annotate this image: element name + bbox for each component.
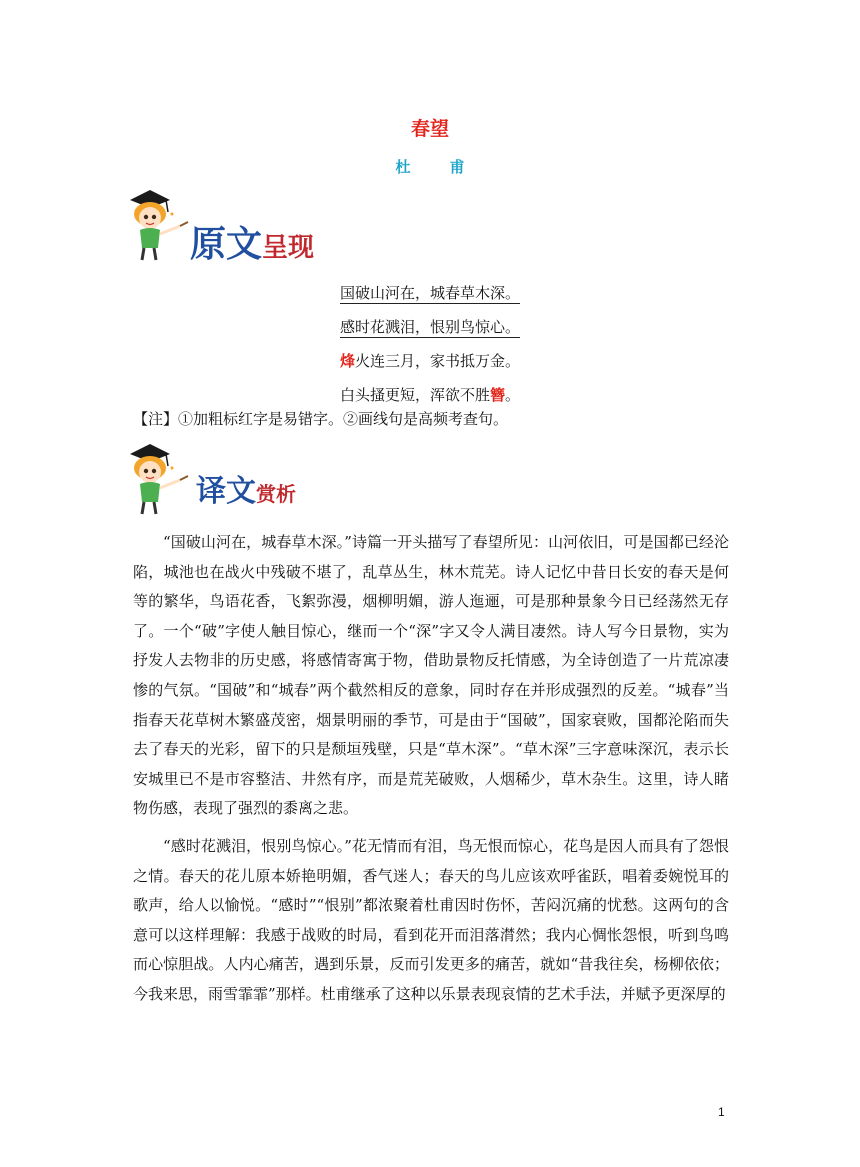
- error-prone-char: 簪: [490, 386, 506, 404]
- poem-title: 春望: [410, 118, 449, 140]
- poem-line-1: 国破山河在，城春草木深。: [340, 284, 521, 302]
- cartoon-student-icon: [130, 190, 188, 260]
- poem-line-3: 烽火连三月，家书抵万金。: [340, 352, 521, 370]
- poem-line-2: 感时花溅泪，恨别鸟惊心。: [340, 318, 521, 336]
- section-heading-original: [190, 216, 314, 267]
- cartoon-student-icon: [130, 444, 188, 514]
- page-number: 1: [718, 1105, 725, 1119]
- error-prone-char: 烽: [340, 352, 356, 370]
- poem-body: [340, 276, 520, 412]
- analysis-paragraph-1: “国破山河在，城春草木深。”诗篇一开头描写了春望所见：山河依旧，可是国都已经沦陷，城池也在战火中残破不堪了，乱草丛生，林木荒芜。诗人记忆中昔日长安的春天是何等的繁华，鸟语花香，飞絮弥漫，烟柳明媚，游人迤逦，可是那种景象今日已经荡然无存了。一个“破”字使人触目惊心，继而一个“深”字又令人满目凄然。诗人写今日景物，实为抒发人去物非的历史感，将感情寄寓于物，借助景物反托情感，为全诗创造了一片荒凉凄惨的气氛。“国破”和“城春”两个截然相反的意象，同时存在并形成强烈的反差。“城春”当指春天花草树木繁盛茂密，烟景明丽的季节，可是由于“国破”，国家衰败，国都沦陷而失去了春天的光彩，留下的只是颓垣残壁，只是“草木深”。“草木深”三字意味深沉，表示长安城里已不是市容整洁、井然有序，而是荒芜破败，人烟稀少，草木杂生。这里，诗人睹物伤感，表现了强烈的黍离之悲。: [133, 533, 729, 818]
- heading-part-a: 译文: [196, 474, 256, 509]
- annotation-note: 【注】①加粗标红字是易错字。②画线句是高频考查句。: [133, 410, 509, 428]
- section-banner-analysis: [124, 440, 364, 522]
- heading-part-a: 原文: [190, 223, 263, 265]
- poem-line-4: 白头搔更短，浑欲不胜簪。: [340, 386, 521, 404]
- heading-part-b: 呈现: [262, 233, 315, 263]
- analysis-text: [133, 528, 729, 1018]
- section-heading-analysis: [196, 466, 296, 510]
- analysis-paragraph-2: “感时花溅泪，恨别鸟惊心。”花无情而有泪，鸟无恨而惊心，花鸟是因人而具有了怨恨之情。春天的花儿原本娇艳明媚，香气迷人；春天的鸟儿应该欢呼雀跃，唱着委婉悦耳的歌声，给人以愉悦。“感时”“恨别”都浓聚着杜甫因时伤怀，苦闷沉痛的忧愁。这两句的含意可以这样理解：我感于战败的时局，看到花开而泪落潸然；我内心惆怅怨恨，听到鸟鸣而心惊胆战。人内心痛苦，遇到乐景，反而引发更多的痛苦，就如“昔我往矣，杨柳依依；今我来思，雨雪霏霏”那样。杜甫继承了这种以乐景表现哀情的艺术手法，并赋予更深厚的: [133, 836, 729, 1003]
- poem-author: 杜 甫: [395, 158, 477, 176]
- heading-part-b: 赏析: [256, 482, 296, 506]
- section-banner-original: [124, 186, 364, 268]
